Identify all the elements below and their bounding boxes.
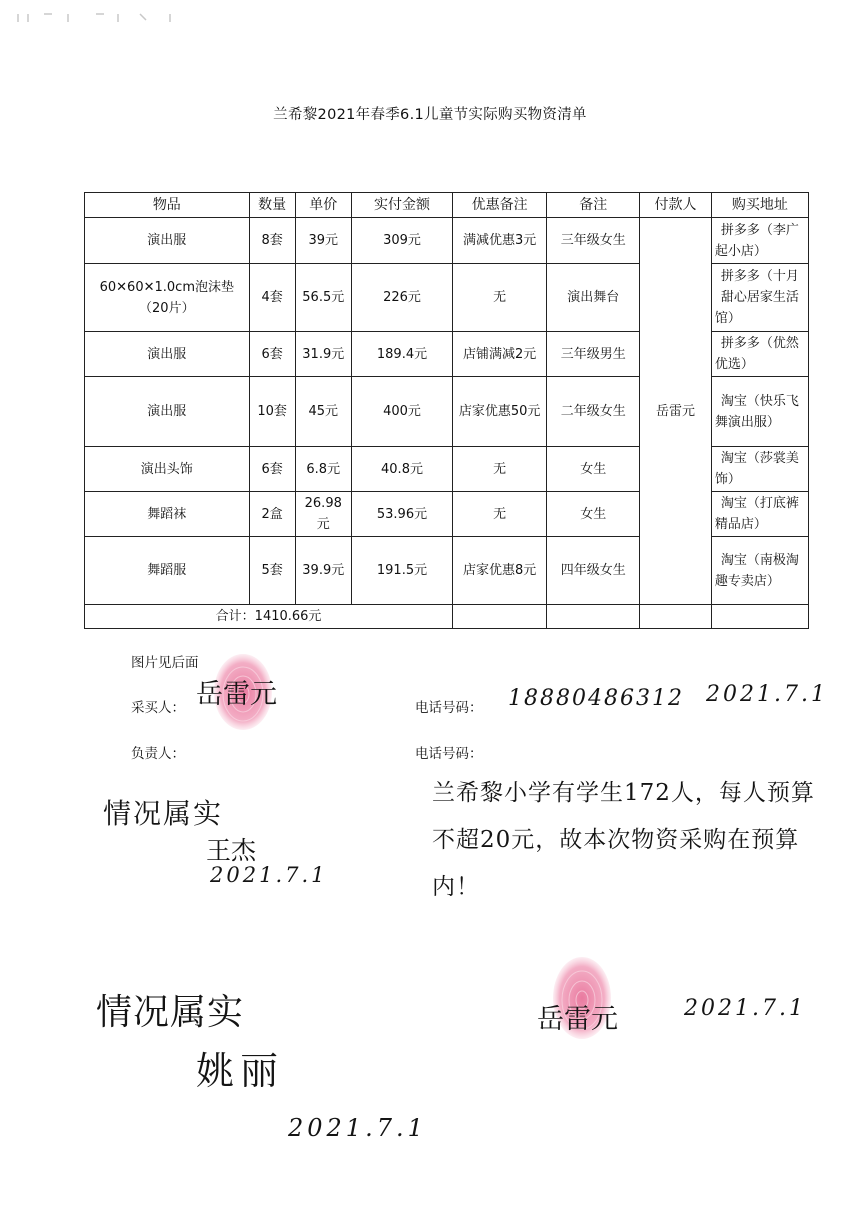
cell-note: 女生 [547, 447, 640, 492]
table-row [85, 218, 809, 264]
cell-address: 淘宝（南极淘趣专卖店） [711, 537, 808, 605]
header-price: 单价 [295, 193, 351, 218]
cell-note: 三年级男生 [547, 332, 640, 377]
cell-paid: 400元 [351, 377, 452, 447]
cell-qty: 4套 [249, 264, 295, 332]
cell-empty [547, 605, 640, 629]
phone2-label: 电话号码： [415, 746, 483, 762]
cell-price: 39元 [295, 218, 351, 264]
table-header-row [85, 193, 809, 218]
cell-qty: 6套 [249, 332, 295, 377]
verifier-date: 2021.7.1 [210, 863, 328, 887]
header-note: 备注 [547, 193, 640, 218]
cell-discount: 满减优惠3元 [453, 218, 547, 264]
cell-discount: 店家优惠50元 [453, 377, 547, 447]
cell-address: 淘宝（打底裤精品店） [711, 492, 808, 537]
cell-qty: 5套 [249, 537, 295, 605]
cell-paid: 191.5元 [351, 537, 452, 605]
cell-address: 拼多多（十月甜心居家生活馆） [711, 264, 808, 332]
payer-date: 2021.7.1 [684, 996, 806, 1021]
photos-note: 图片见后面 [131, 655, 199, 671]
approver-date: 2021.7.1 [288, 1114, 427, 1142]
scan-artifact-marks [0, 0, 220, 30]
cell-discount: 店家优惠8元 [453, 537, 547, 605]
cell-item: 演出服 [85, 218, 250, 264]
budget-note-handwritten: 兰希黎小学有学生172人，每人预算不超20元，故本次物资采购在预算内！ [432, 780, 815, 900]
cell-price: 6.8元 [295, 447, 351, 492]
cell-discount: 无 [453, 492, 547, 537]
buyer-signature: 岳雷元 [196, 679, 277, 710]
cell-address: 淘宝（莎裳美饰） [711, 447, 808, 492]
cell-paid: 40.8元 [351, 447, 452, 492]
cell-discount: 店铺满减2元 [453, 332, 547, 377]
header-address: 购买地址 [711, 193, 808, 218]
header-payer: 付款人 [640, 193, 712, 218]
cell-note: 三年级女生 [547, 218, 640, 264]
approver-signature: 姚丽 [196, 1049, 285, 1093]
cell-qty: 8套 [249, 218, 295, 264]
cell-note: 四年级女生 [547, 537, 640, 605]
cell-price: 31.9元 [295, 332, 351, 377]
cell-qty: 6套 [249, 447, 295, 492]
document-title: 兰希黎2021年春季6.1儿童节实际购买物资清单 [273, 107, 587, 123]
header-qty: 数量 [249, 193, 295, 218]
signature-date: 2021.7.1 [706, 682, 828, 707]
cell-discount: 无 [453, 264, 547, 332]
cell-item: 舞蹈袜 [85, 492, 250, 537]
cell-price: 45元 [295, 377, 351, 447]
cell-note: 演出舞台 [547, 264, 640, 332]
cell-paid: 309元 [351, 218, 452, 264]
cell-paid: 226元 [351, 264, 452, 332]
cell-note: 二年级女生 [547, 377, 640, 447]
cell-total: 合计：1410.66元 [85, 605, 453, 629]
cell-address: 拼多多（李广起小店） [711, 218, 808, 264]
cell-qty: 2盒 [249, 492, 295, 537]
cell-empty [640, 605, 712, 629]
buyer-label: 采买人： [131, 700, 185, 716]
cell-paid: 53.96元 [351, 492, 452, 537]
approval-note: 情况属实 [96, 992, 245, 1033]
cell-empty [711, 605, 808, 629]
cell-discount: 无 [453, 447, 547, 492]
phone-number-handwritten: 18880486312 [508, 686, 684, 711]
cell-item: 60✕60✕1.0cm泡沫垫（20片） [85, 264, 250, 332]
verification-note: 情况属实 [103, 797, 224, 830]
cell-item: 舞蹈服 [85, 537, 250, 605]
table-total-row [85, 605, 809, 629]
purchase-table [84, 192, 809, 629]
cell-address: 淘宝（快乐飞舞演出服） [711, 377, 808, 447]
header-item: 物品 [85, 193, 250, 218]
phone-label: 电话号码： [415, 700, 483, 716]
cell-payer: 岳雷元 [640, 218, 712, 605]
cell-item: 演出服 [85, 377, 250, 447]
verifier-signature: 王杰 [206, 836, 257, 865]
cell-empty [453, 605, 547, 629]
cell-note: 女生 [547, 492, 640, 537]
cell-price: 56.5元 [295, 264, 351, 332]
header-discount: 优惠备注 [453, 193, 547, 218]
cell-item: 演出头饰 [85, 447, 250, 492]
header-paid: 实付金额 [351, 193, 452, 218]
cell-qty: 10套 [249, 377, 295, 447]
cell-price: 39.9元 [295, 537, 351, 605]
cell-price: 26.98元 [295, 492, 351, 537]
payer-signature: 岳雷元 [537, 1004, 618, 1035]
cell-address: 拼多多（优然优选） [711, 332, 808, 377]
cell-item: 演出服 [85, 332, 250, 377]
responsible-label: 负责人： [131, 746, 185, 762]
cell-paid: 189.4元 [351, 332, 452, 377]
